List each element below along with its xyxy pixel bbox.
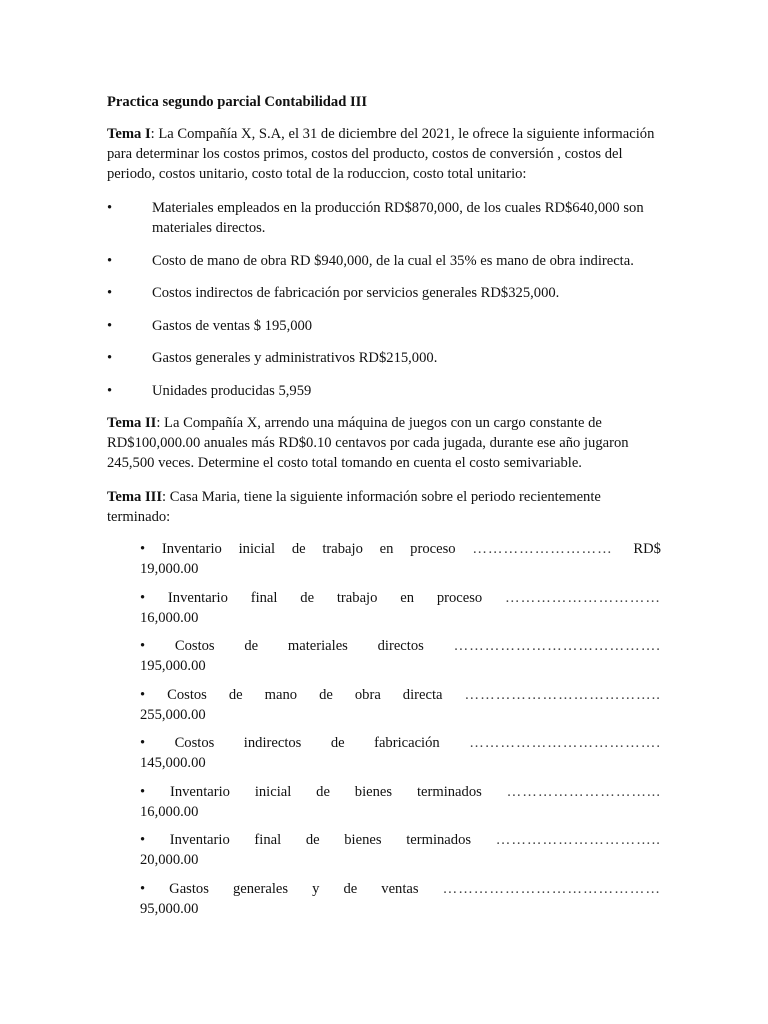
tema3-item-word: proceso — [436, 589, 483, 606]
tema3-item-word: terminados — [406, 832, 472, 848]
tema3-item-word: Inventario — [169, 832, 230, 848]
tema3-item-word: directa — [402, 686, 443, 703]
tema3-item-word: fabricación — [374, 735, 440, 751]
tema3-item — [140, 636, 661, 676]
tema3-item-word: final — [254, 832, 282, 848]
tema3-item-word: trabajo — [336, 589, 378, 606]
tema3-item-word: terminados — [416, 783, 482, 800]
tema3-item-word: y — [312, 880, 320, 897]
tema3-item-word: de — [343, 880, 358, 897]
tema3-item-word: Costos — [174, 638, 215, 654]
tema1-list — [107, 198, 661, 401]
tema2-paragraph — [107, 413, 661, 473]
tema3-item-line — [140, 588, 661, 608]
tema3-item — [140, 782, 661, 822]
tema3-item-line — [140, 830, 661, 850]
tema3-item — [140, 879, 661, 919]
amount: 16,000.00 — [140, 609, 199, 626]
bullet: • — [107, 200, 113, 216]
bullet: • — [140, 735, 146, 751]
tema3-item-word: Gastos — [169, 880, 209, 897]
tema2-label: Tema II — [107, 415, 157, 431]
leader-dots: ……………………………….. — [464, 686, 661, 703]
tema3-item-word: Costos — [174, 735, 215, 751]
tema1-item-text: Costos indirectos de fabricación por servicios generales RD$325,000. — [152, 285, 560, 301]
tema3-item — [140, 588, 661, 628]
tema3-item-word: de — [291, 541, 306, 557]
bullet: • — [140, 832, 146, 848]
tema3-item-word: indirectos — [243, 735, 302, 751]
tema1-item-text: Unidades producidas 5,959 — [152, 382, 312, 399]
currency-label: RD$ — [633, 541, 661, 557]
tema3-item-line — [140, 539, 661, 559]
tema1-item — [107, 251, 661, 271]
tema3-item-word: generales — [232, 880, 289, 897]
leader-dots: ………………………………. — [469, 735, 661, 751]
tema3-item — [140, 685, 661, 725]
bullet: • — [140, 589, 146, 606]
tema3-intro — [107, 487, 661, 527]
tema3-item-word: de — [330, 735, 345, 751]
tema3-item-word: inicial — [254, 783, 292, 800]
tema3-item-word: en — [379, 541, 394, 557]
tema3-item-word: en — [400, 589, 414, 606]
tema3-item-word: de — [300, 589, 315, 606]
document-page — [107, 92, 661, 927]
tema3-item-word: obra — [354, 686, 381, 703]
tema3-item — [140, 539, 661, 579]
amount: 20,000.00 — [140, 852, 199, 868]
bullet: • — [107, 317, 113, 334]
bullet: • — [140, 638, 146, 654]
tema3-item-word: inicial — [238, 541, 276, 557]
amount: 19,000.00 — [140, 561, 199, 577]
tema3-item-word: ventas — [381, 880, 419, 897]
tema3-item-word: Costos — [167, 686, 207, 703]
tema3-list — [140, 539, 661, 919]
tema1-item-text: Costo de mano de obra RD $940,000, de la cual el 35% es mano de obra indirecta. — [152, 252, 634, 269]
tema3-item-word: de — [228, 686, 243, 703]
tema1-text: : La Compañía X, S.A, el 31 de diciembre del 2021, le ofrece la siguiente información para determinar los costos primos, costos del producto, costos de conversión , costos del periodo, costos unitario, costo total de la roduccion, costo total unitario: — [107, 126, 655, 182]
leader-dots: …………………………………… — [442, 880, 661, 897]
tema1-item-text: Materiales empleados en la producción RD$870,000, de los cuales RD$640,000 son materiales directos. — [152, 200, 644, 236]
tema3-item-word: de — [319, 686, 333, 703]
tema3-item-word: final — [250, 589, 278, 606]
amount: 95,000.00 — [140, 900, 199, 917]
leader-dots: ………………………… — [505, 589, 661, 606]
tema3-text: : Casa Maria, tiene la siguiente información sobre el periodo recientemente terminado: — [107, 489, 601, 525]
tema3-item-word: materiales — [287, 638, 348, 654]
tema3-item-word: mano — [264, 686, 298, 703]
tema1-item — [107, 348, 661, 368]
bullet: • — [107, 285, 113, 301]
amount: 16,000.00 — [140, 803, 199, 820]
tema3-item-word: proceso — [410, 541, 456, 557]
tema3-item-line — [140, 733, 661, 753]
tema3-item-line — [140, 782, 661, 802]
tema3-item-word: de — [316, 783, 330, 800]
tema1-item — [107, 316, 661, 336]
tema3-item-word: de — [305, 832, 320, 848]
tema1-item — [107, 381, 661, 401]
leader-dots: ………………………….. — [495, 832, 661, 848]
tema1-intro — [107, 124, 661, 184]
tema1-item — [107, 198, 661, 238]
bullet: • — [140, 541, 146, 557]
tema2-text: : La Compañía X, arrendo una máquina de juegos con un cargo constante de RD$100,000.00 anuales más RD$0.10 centavos por cada jugada, durante ese año jugaron 245,500 veces. Determine el costo total tomando en cuenta el costo semivariable. — [107, 415, 629, 471]
amount: 195,000.00 — [140, 658, 206, 674]
leader-dots: ………………………... — [506, 783, 661, 800]
tema1-label: Tema I — [107, 126, 151, 142]
amount: 255,000.00 — [140, 706, 206, 723]
tema3-item-line — [140, 685, 661, 705]
tema3-item-word: bienes — [354, 783, 393, 800]
tema3-item-word: Inventario — [161, 541, 222, 557]
tema3-label: Tema III — [107, 489, 163, 505]
tema3-item-line — [140, 879, 661, 899]
tema3-item-word: Inventario — [169, 783, 230, 800]
tema3-item-word: bienes — [344, 832, 382, 848]
leader-dots: …………………………………. — [453, 638, 661, 654]
document-title: Practica segundo parcial Contabilidad III — [107, 94, 368, 110]
leader-dots: ……………………… — [472, 541, 613, 557]
bullet: • — [107, 382, 113, 399]
tema3-item-word: directos — [377, 638, 424, 654]
tema3-item — [140, 733, 661, 773]
bullet: • — [107, 252, 113, 269]
tema3-item — [140, 830, 661, 870]
tema1-item-text: Gastos de ventas $ 195,000 — [152, 317, 313, 334]
bullet: • — [140, 686, 146, 703]
bullet: • — [140, 880, 146, 897]
tema1-item — [107, 283, 661, 303]
tema1-item-text: Gastos generales y administrativos RD$215,000. — [152, 350, 438, 366]
amount: 145,000.00 — [140, 755, 206, 771]
tema3-item-word: Inventario — [167, 589, 228, 606]
bullet: • — [140, 783, 146, 800]
tema3-item-word: de — [244, 638, 259, 654]
tema3-item-word: trabajo — [322, 541, 363, 557]
tema3-item-line — [140, 636, 661, 656]
bullet: • — [107, 350, 113, 366]
